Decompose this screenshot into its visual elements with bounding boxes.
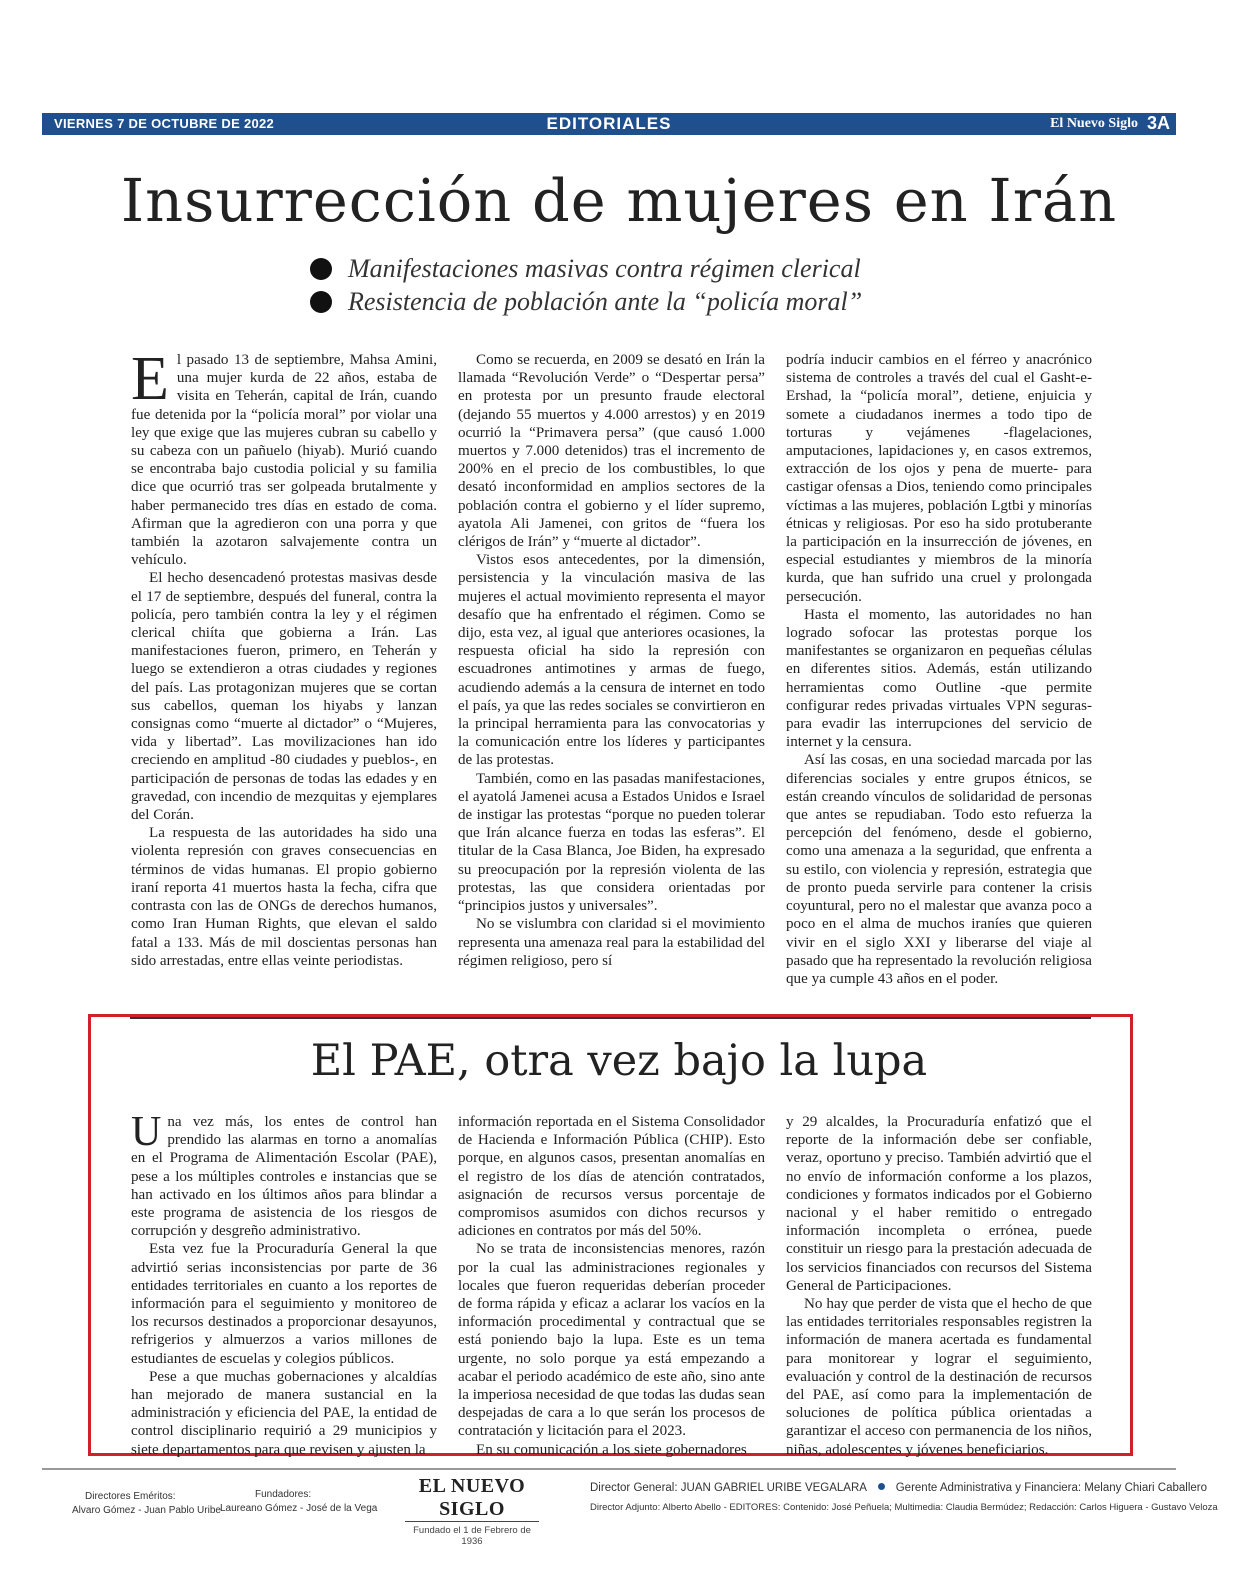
page-header-bar <box>42 113 1176 135</box>
paragraph: Como se recuerda, en 2009 se desató en Irán la llamada “Revolución Verde” o “Despertar persa” en protesta por un presunto fraude electoral (dejando 55 muertos y 4.000 arrestos) y en 2019 ocurrió la “Primavera persa” (que causó 1.000 muertos y 7.000 detenidos) tras el incremento de 200% en el precio de los combustibles, lo que desató inconformidad en amplios sectores de la población contra el gobierno y el líder supremo, ayatola Ali Jamenei, con gritos de “fuera los clérigos de Irán” y “muerte al dictador”. <box>458 352 765 551</box>
issue-date: VIERNES 7 DE OCTUBRE DE 2022 <box>54 116 275 131</box>
bullet-icon <box>310 291 332 313</box>
section-title: EDITORIALES <box>546 114 672 133</box>
drop-cap: U <box>131 1109 162 1155</box>
paragraph: Vistos esos antecedentes, por la dimensión, persistencia y la vinculación masiva de las mujeres el actual movimiento representa el mayor desafío que ha enfrentado el régimen. Como se dijo, esta vez, al igual que anteriores ocasiones, la respuesta oficial ha sido la represión con escuadrones antimotines y armas de fuego, acudiendo además a la censura de internet en todo el país, ya que las redes sociales se convirtieron en la principal herramienta para las convocatorias y la comunicación entre los líderes y participantes de las protestas. <box>458 552 765 769</box>
paragraph: Así las cosas, en una sociedad marcada por las diferencias sociales y entre grupos étnicos, se están creando vínculos de solidaridad de personas que antes se repudiaban. Todo esto refuerza la percepción del fenómeno, desde el gobierno, como una amenaza a la seguridad, que enfrenta a su estilo, con violencia y represión, estrategia que de pronto pueda servirle para contener la crisis coyuntural, pero no el malestar que avanza poco a poco en el alma de muchos iraníes que quieren vivir en el siglo XXI y liberarse del viaje al pasado que ha representado la revolución religiosa que ya cumple 43 años en el poder. <box>786 752 1092 987</box>
paragraph: Pese a que muchas gobernaciones y alcaldías han mejorado de manera sustancial en la administración y eficiencia del PAE, la entidad de control disciplinario requirió a 29 municipios y siete departamentos para que revisen y ajusten la <box>131 1368 437 1458</box>
paragraph: En su comunicación a los siete gobernadores <box>476 1441 747 1458</box>
paragraph: información reportada en el Sistema Consolidador de Hacienda e Información Pública (CHIP). Esto porque, en algunos casos, presentan anomalías en el registro de los días de atención contratados, asignación de recursos versus porcentaje de compromisos asumidos con dichos recursos y adiciones en contratos por más del 50%. <box>458 1114 765 1240</box>
founders-names: Laureano Gómez - José de la Vega <box>220 1503 378 1514</box>
drop-cap: E <box>131 345 169 413</box>
paragraph: La respuesta de las autoridades ha sido una violenta represión con graves consecuencias en términos de vidas humanas. El propio gobierno iraní reporta 41 muertos hasta la fecha, cifra que contrasta con las de ONGs de derechos humanos, como Iran Human Rights, que elevan el saldo fatal a 133. Más de mil doscientas personas han sido arrestadas, entre ellas veinte periodistas. <box>131 825 437 969</box>
footer-divider <box>42 1468 1176 1470</box>
editorial-2-title: El PAE, otra vez bajo la lupa <box>310 1036 928 1086</box>
editorial-2-column-1 <box>131 1109 437 1459</box>
paragraph: También, como en las pasadas manifestaciones, el ayatolá Jamenei acusa a Estados Unidos e Israel de instigar las protestas “porque no pueden tolerar que Irán alcance fuerza en todas las esferas”. El titular de la Casa Blanca, Joe Biden, ha expresado su preocupación por la represión violenta de las protestas, las que considera orientadas por “principios justos y universales”. <box>458 770 765 915</box>
paragraph: El hecho desencadenó protestas masivas desde el 17 de septiembre, después del funeral, contra la policía, pero también contra la ley y el régimen clerical chiíta que gobierna a Irán. Las manifestaciones fueron, primero, en Teherán y luego se extendieron a otras ciudades y regiones del país. Las protagonizan mujeres que se cortan sus cabellos, queman los hiyabs y lanzan consignas como “muerte al dictador” o “Mujeres, vida y libertad”. Las movilizaciones han ido creciendo en amplitud -80 ciudades y pueblos-, en participación de personas de todas las edades y en gravedad, con incendio de mezquitas y ejemplares del Corán. <box>131 570 437 824</box>
editorial-1-column-3 <box>786 351 1092 988</box>
founders-label: Fundadores: <box>255 1489 312 1500</box>
paragraph: El pasado 13 de septiembre, Mahsa Amini, una mujer kurda de 22 años, estaba de visita en Teherán, capital de Irán, cuando fue detenida por la “policía moral” por violar una ley que exige que las mujeres cubran su cabello y su cabeza con un pañuelo (hiyab). Murió cuando se encontraba bajo custodia policial y su familia dice que ocurrió tras ser golpeada brutalmente y haber permanecido tres días en estado de coma. Afirman que la agredieron con una porra y que también la azotaron salvajemente contra un vehículo. <box>131 345 437 569</box>
paragraph: No hay que perder de vista que el hecho de que las entidades territoriales responsables registren la información de manera acertada es fundamental para monitorear y lograr el seguimiento, evaluación y control de la destinación de recursos del PAE, así como para la implementación de soluciones de política pública orientadas a garantizar el acceso con permanencia de los niños, niñas, adolescentes y jóvenes beneficiarios. <box>786 1296 1092 1458</box>
editorial-1-column-1 <box>131 345 437 970</box>
footer-directors-line: Director General: JUAN GABRIEL URIBE VEGALARA Gerente Administrativa y Financiera: Melany Chiari Caballero <box>590 1482 1208 1494</box>
masthead-logo <box>405 1475 539 1547</box>
emeritus-label: Directores Eméritos: <box>85 1491 176 1502</box>
subtitle-2: Resistencia de población ante la “policía moral” <box>310 285 862 318</box>
subtitle-1: Manifestaciones masivas contra régimen clerical <box>310 252 862 285</box>
paragraph: y 29 alcaldes, la Procuraduría enfatizó que el reporte de la información debe ser confiable, veraz, oportuno y preciso. También advirtió que el no envío de información conforme a los plazos, condiciones y formatos indicados por el Gobierno nacional y el haber remitido o entregado información incompleta o errónea, puede constituir un riesgo para la prestación adecuada de los servicios financiados con recursos del Sistema General de Participaciones. <box>786 1114 1092 1294</box>
logo-name: EL NUEVO SIGLO <box>405 1475 539 1522</box>
paragraph: Esta vez fue la Procuraduría General la que advirtió serias inconsistencias por parte de 36 entidades territoriales en cuanto a los reportes de información para el seguimiento y monitoreo de los recursos destinados a proporcionar desayunos, refrigerios y almuerzos a varios millones de estudiantes de escuelas y colegios públicos. <box>131 1241 437 1367</box>
editorial-2-column-3 <box>786 1113 1092 1459</box>
editorial-1-subtitles <box>310 252 862 318</box>
bullet-icon <box>878 1483 885 1490</box>
emeritus-names: Alvaro Gómez - Juan Pablo Uribe <box>72 1505 221 1516</box>
bullet-icon <box>310 258 332 280</box>
editorial-1-title: Insurrección de mujeres en Irán <box>120 166 1118 235</box>
paragraph: No se vislumbra con claridad si el movimiento representa una amenaza real para la estabilidad del régimen religioso, pero sí <box>458 916 765 969</box>
paragraph: Hasta el momento, las autoridades no han logrado sofocar las protestas porque los manifestantes se organizaron en pequeñas células en diferentes sitios. Además, están utilizando herramientas como Outline -que permite configurar redes privadas virtuales VPN seguras- para evadir las interrupciones del servicio de internet y la censura. <box>786 606 1092 751</box>
editorial-2-column-2 <box>458 1113 765 1459</box>
paragraph: podría inducir cambios en el férreo y anacrónico sistema de controles a través del cual el Gasht-e-Ershad, la “policía moral”, detiene, enjuicia y somete a ciudadanos inermes a todo tipo de torturas y vejámenes -flagelaciones, amputaciones, lapidaciones y, en casos extremos, extracción de los ojos y pena de muerte- para castigar ofensas a Dios, teniendo como principales víctimas a las mujeres, población Lgtbi y minorías étnicas y religiosas. Por eso ha sido protuberante la participación en la insurrección de jóvenes, en especial estudiantes y miembros de la minoría kurda, que han sufrido una cruel y prolongada persecución. <box>786 352 1092 605</box>
page-number: 3A <box>1146 113 1170 133</box>
paragraph: Una vez más, los entes de control han prendido las alarmas en torno a anomalías en el Programa de Alimentación Escolar (PAE), pese a los múltiples controles e instancias que se han activado en los últimos años para blindar a este programa de asistencia de los riesgos de corrupción y desgreño administrativo. <box>131 1109 437 1240</box>
founded-date: Fundado el 1 de Febrero de 1936 <box>413 1525 531 1547</box>
paragraph: No se trata de inconsistencias menores, razón por la cual las administraciones regionales y locales que fueron requeridas deberían proceder de forma rápida y eficaz a aclarar los vacíos en la información procedimental y contractual que se está poniendo bajo la lupa. Este es un tema urgente, no solo porque ya está empezando a acabar el periodo académico de este año, sino ante la imperiosa necesidad de que todas las dudas sean despejadas de cara a lo que serán los procesos de contratación y licitación para el 2023. <box>458 1241 765 1440</box>
staff-line: Director Adjunto: Alberto Abello - EDITORES: Contenido: José Peñuela; Multimedia: Claudia Bermúdez; Redacción: Carlos Higuera - Gustavo Veloza <box>590 1502 1218 1513</box>
editorial-1-column-2 <box>458 351 765 970</box>
newspaper-name: El Nuevo Siglo <box>1050 116 1138 131</box>
